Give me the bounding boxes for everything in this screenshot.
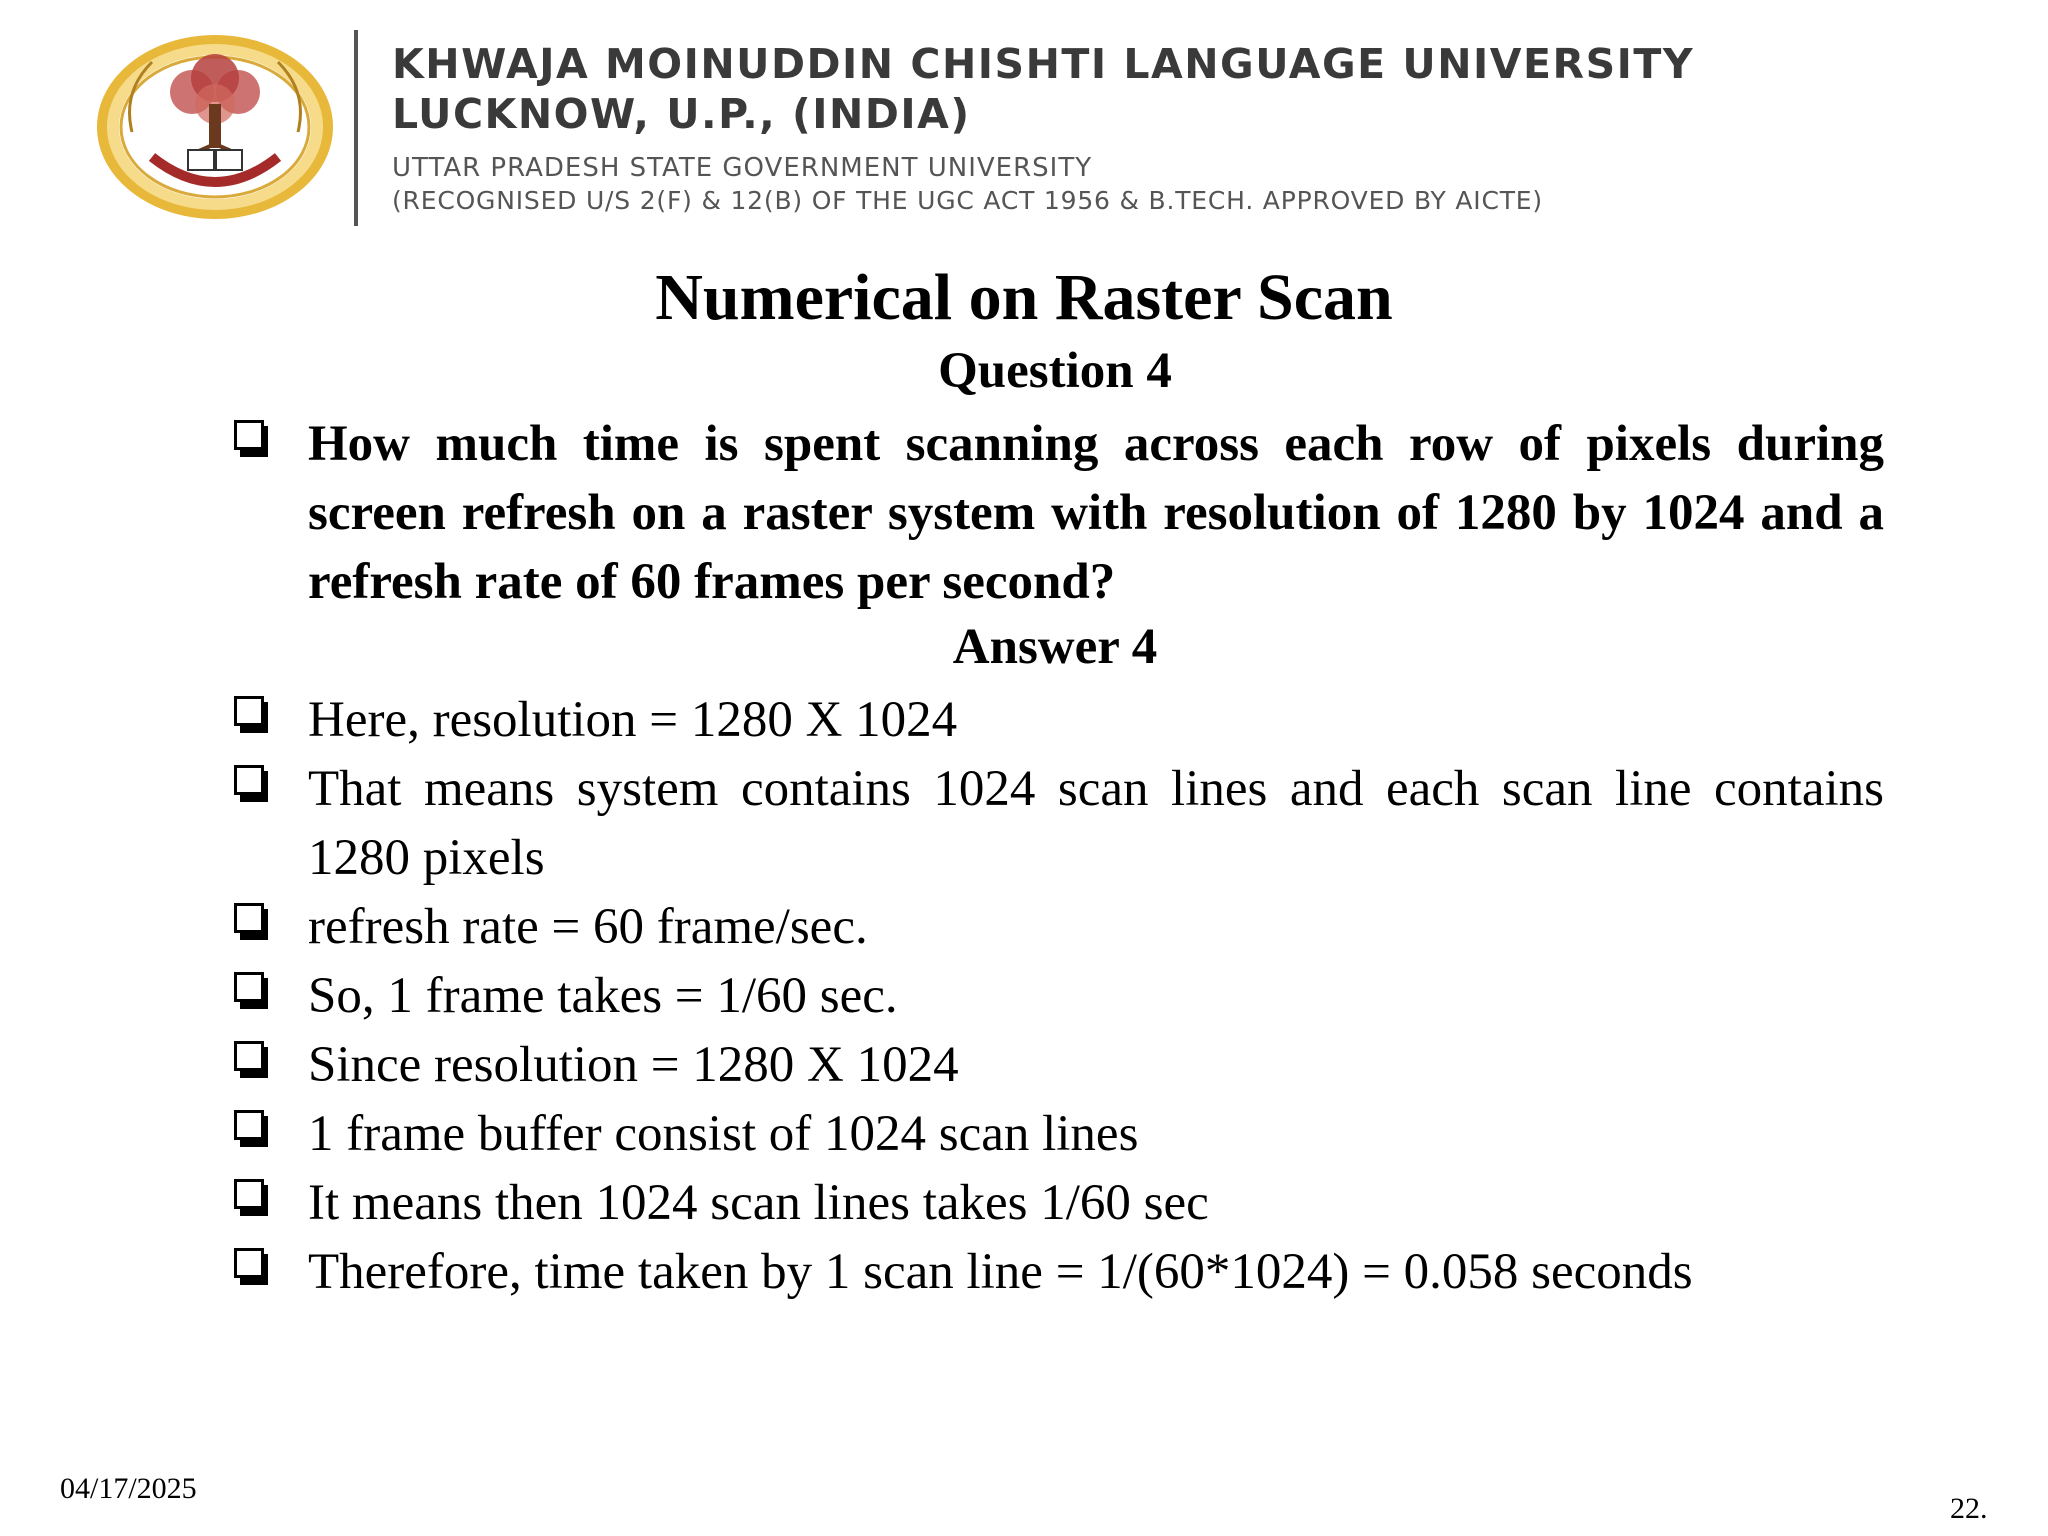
university-name: KHWAJA MOINUDDIN CHISHTI LANGUAGE UNIVERSITY [392, 40, 1695, 88]
slide-title: Numerical on Raster Scan [655, 261, 1393, 334]
header-divider [354, 30, 358, 226]
shadowed-square-bullet-icon [234, 972, 268, 1006]
answer-text: refresh rate = 60 frame/sec. [308, 899, 868, 955]
shadowed-square-bullet-icon [234, 1248, 268, 1282]
slide-page-number: 22. [1950, 1492, 1988, 1525]
shadowed-square-bullet-icon [234, 1179, 268, 1213]
answer-text: It means then 1024 scan lines takes 1/60 sec [308, 1175, 1209, 1231]
university-state-line: UTTAR PRADESH STATE GOVERNMENT UNIVERSITY [392, 153, 1093, 183]
shadowed-square-bullet-icon [234, 1110, 268, 1144]
answer-heading: Answer 4 [952, 619, 1158, 675]
answer-text: 1 frame buffer consist of 1024 scan lines [308, 1106, 1139, 1162]
shadowed-square-bullet-icon [234, 420, 268, 454]
university-seal-logo [92, 32, 338, 222]
slide-date: 04/17/2025 [60, 1472, 197, 1505]
answer-text: Since resolution = 1280 X 1024 [308, 1037, 959, 1093]
shadowed-square-bullet-icon [234, 903, 268, 937]
university-recognition-line: (RECOGNISED U/S 2(F) & 12(B) OF THE UGC ACT 1956 & B.TECH. APPROVED BY AICTE) [392, 186, 1543, 215]
question-heading: Question 4 [938, 343, 1172, 399]
answer-text: That means system contains 1024 scan lines and each scan line contains 1280 pixels [308, 761, 1884, 886]
answer-text: Here, resolution = 1280 X 1024 [308, 692, 958, 748]
university-header [0, 0, 2048, 240]
question-text: How much time is spent scanning across each row of pixels during screen refresh on a raster system with resolution of 1280 by 1024 and a refresh rate of 60 frames per second? [308, 416, 1884, 610]
shadowed-square-bullet-icon [234, 765, 268, 799]
shadowed-square-bullet-icon [234, 696, 268, 730]
answer-text: Therefore, time taken by 1 scan line = 1/(60*1024) = 0.058 seconds [308, 1244, 1693, 1300]
answer-text: So, 1 frame takes = 1/60 sec. [308, 968, 898, 1024]
shadowed-square-bullet-icon [234, 1041, 268, 1075]
university-city: LUCKNOW, U.P., (INDIA) [392, 90, 971, 138]
